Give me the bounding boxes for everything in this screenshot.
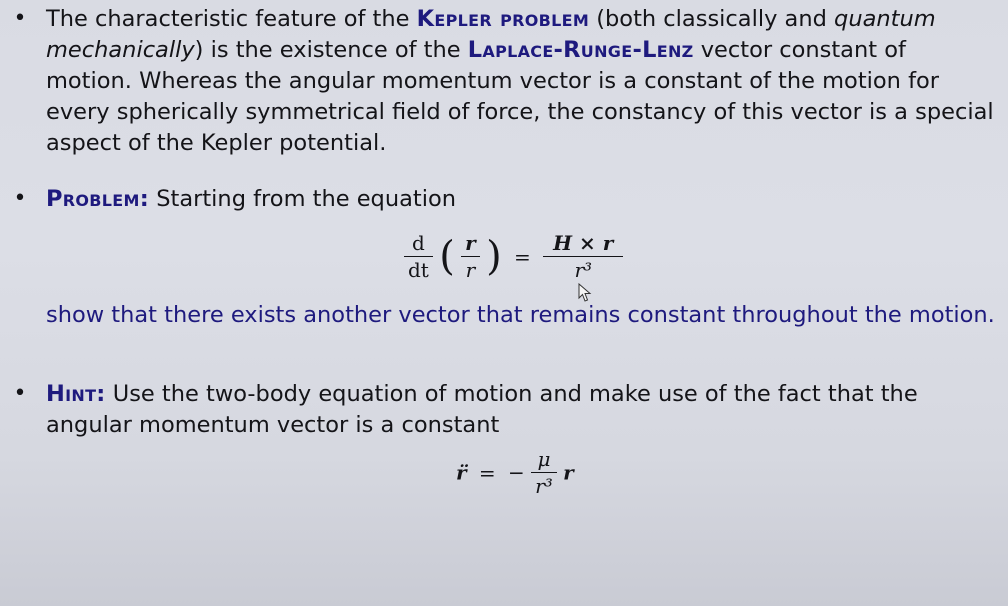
equation-two-body [456, 446, 574, 499]
numerator-r-vector: r [461, 230, 480, 257]
paragraph-hint [46, 379, 996, 441]
paragraph-problem [46, 184, 996, 215]
denominator-r-cubed: r³ [535, 474, 553, 498]
text-segment: vector constant of motion. Whereas the angular momentum vector is a constant of the motion for every spherically symmetrical field of force, the constancy of this vector is a special aspect of the Kepler potential. [46, 37, 994, 156]
bullet-marker-3: • [13, 381, 27, 406]
r-vector: r [563, 460, 574, 485]
right-paren: ) [486, 233, 502, 280]
fraction-mu-over-r-cubed [531, 446, 557, 499]
equals-sign: = [478, 460, 496, 485]
paragraph-kepler-intro [46, 4, 996, 159]
minus-sign: − [508, 460, 525, 485]
text-segment: ) is the existence of the [194, 37, 468, 63]
bullet-marker-2: • [13, 186, 27, 211]
paragraph-show-that: show that there exists another vector that remains constant throughout the motion. [46, 302, 995, 328]
numerator-h-cross-r: H × r [543, 230, 623, 257]
bullet-marker-1: • [13, 6, 27, 31]
text-segment: The characteristic feature of the [46, 6, 417, 32]
keyword-laplace-runge-lenz: Laplace-Runge-Lenz [467, 37, 694, 63]
fraction-h-cross-r [543, 230, 623, 283]
text-segment: Use the two-body equation of motion and make use of the fact that the angular momentum vector is a constant [46, 381, 918, 438]
left-paren: ( [439, 233, 455, 280]
denominator-r: r [465, 258, 476, 282]
equation-derivative [404, 230, 623, 283]
fraction-r-over-r [461, 230, 480, 283]
r-double-dot: r̈ [456, 460, 467, 485]
numerator-d: d [404, 230, 433, 257]
keyword-kepler-problem: Kepler problem [416, 6, 590, 32]
numerator-mu: μ [531, 446, 557, 473]
text-segment: Starting from the equation [149, 186, 456, 212]
keyword-hint: Hint: [46, 381, 106, 407]
fraction-d-dt [404, 230, 433, 283]
text-quantum-mechanically: quantum mechanically [46, 6, 936, 63]
text-segment: (both classically and [589, 6, 835, 32]
denominator-dt: dt [408, 258, 429, 282]
equals-sign: = [514, 244, 531, 269]
denominator-r-cubed: r³ [574, 258, 593, 282]
keyword-problem: Problem: [46, 186, 150, 212]
